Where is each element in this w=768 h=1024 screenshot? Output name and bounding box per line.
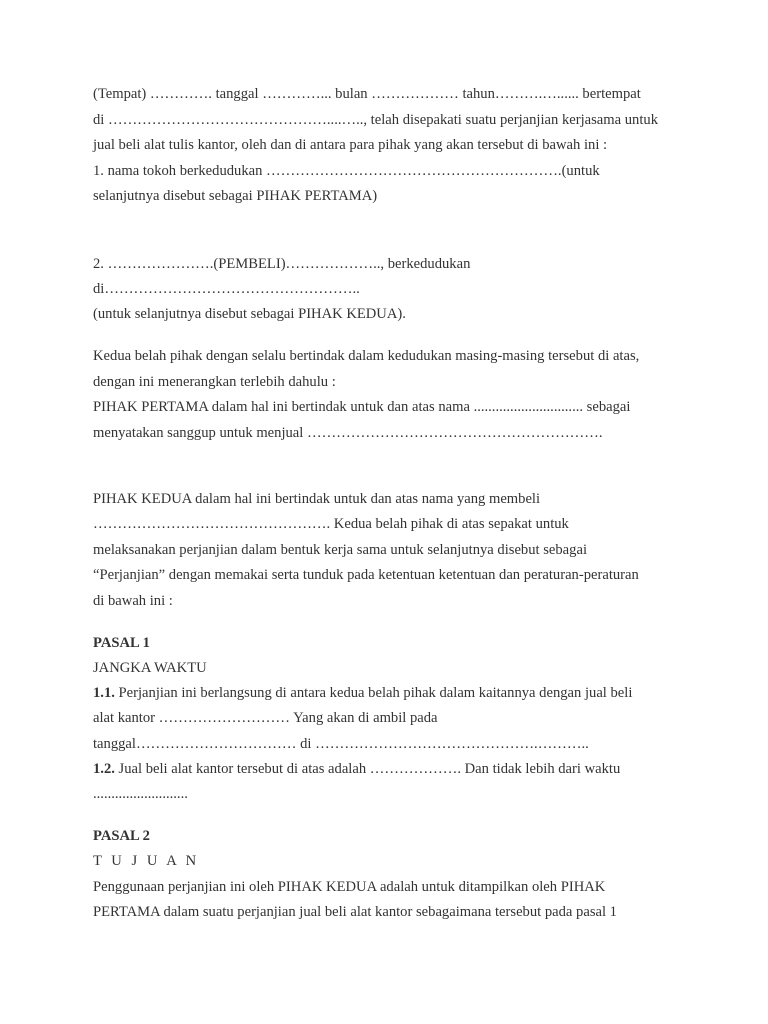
pasal-1-2-number: 1.2. — [93, 761, 115, 777]
pasal-1-1-line-3: tanggal…………………………… di ……………………………………….……….. — [93, 736, 589, 752]
pihak-kedua-line-2: di…………………………………………….. — [93, 281, 360, 297]
pasal-1-2-line-1 — [93, 759, 620, 779]
intro-line-4: 1. nama tokoh berkedudukan …………………………………………………….(untuk — [93, 163, 600, 179]
pasal-2-line-2: PERTAMA dalam suatu perjanjian jual beli alat kantor sebagaimana tersebut pada pasal 1 — [93, 904, 617, 920]
pasal-1-1-line-2: alat kantor ……………………… Yang akan di ambil pada — [93, 710, 438, 726]
pihak-kedua-nama-line-3: melaksanakan perjanjian dalam bentuk kerja sama untuk selanjutnya disebut sebagai — [93, 542, 587, 558]
pasal-2-line-1: Penggunaan perjanjian ini oleh PIHAK KEDUA adalah untuk ditampilkan oleh PIHAK — [93, 879, 606, 895]
kedua-belah-line-4: menyatakan sanggup untuk menjual ……………………………………………………. — [93, 425, 603, 441]
intro-line-1: (Tempat) …………. tanggal …………... bulan ……………… tahun……….…...... bertempat — [93, 86, 641, 102]
pasal-2-heading: PASAL 2 — [93, 828, 150, 844]
kedua-belah-line-1: Kedua belah pihak dengan selalu bertindak dalam kedudukan masing-masing tersebut di atas, — [93, 348, 640, 364]
pihak-kedua-nama-line-4: “Perjanjian” dengan memakai serta tunduk pada ketentuan ketentuan dan peraturan-peraturan — [93, 567, 639, 583]
pasal-1-heading: PASAL 1 — [93, 635, 150, 651]
pihak-kedua-nama-line-2: …………………………………………. Kedua belah pihak di atas sepakat untuk — [93, 516, 569, 532]
pasal-1-title: JANGKA WAKTU — [93, 660, 207, 676]
pihak-kedua-nama-line-5: di bawah ini : — [93, 593, 173, 609]
pasal-2-title: T U J U A N — [93, 853, 200, 869]
pasal-1-2-line-2: .......................... — [93, 786, 188, 802]
pihak-kedua-nama-line-1: PIHAK KEDUA dalam hal ini bertindak untuk dan atas nama yang membeli — [93, 491, 541, 507]
intro-line-2: di ………………………………………....….., telah disepakati suatu perjanjian kerjasama untuk — [93, 112, 659, 128]
pihak-kedua-line-1: 2. ………………….(PEMBELI)……………….., berkedudukan — [93, 256, 471, 272]
kedua-belah-line-3: PIHAK PERTAMA dalam hal ini bertindak untuk dan atas nama .............................. sebagai — [93, 399, 631, 415]
intro-line-5: selanjutnya disebut sebagai PIHAK PERTAMA) — [93, 188, 378, 204]
pasal-1-1-text: Perjanjian ini berlangsung di antara kedua belah pihak dalam kaitannya dengan jual beli — [114, 685, 633, 701]
pihak-kedua-line-3: (untuk selanjutnya disebut sebagai PIHAK KEDUA). — [93, 306, 406, 322]
pasal-1-1-number: 1.1. — [93, 685, 115, 701]
intro-line-3: jual beli alat tulis kantor, oleh dan di antara para pihak yang akan tersebut di bawah ini : — [93, 137, 608, 153]
kedua-belah-line-2: dengan ini menerangkan terlebih dahulu : — [93, 374, 336, 390]
pasal-1-2-text: Jual beli alat kantor tersebut di atas adalah ………………. Dan tidak lebih dari waktu — [114, 761, 621, 777]
pasal-1-1-line-1 — [93, 683, 632, 703]
